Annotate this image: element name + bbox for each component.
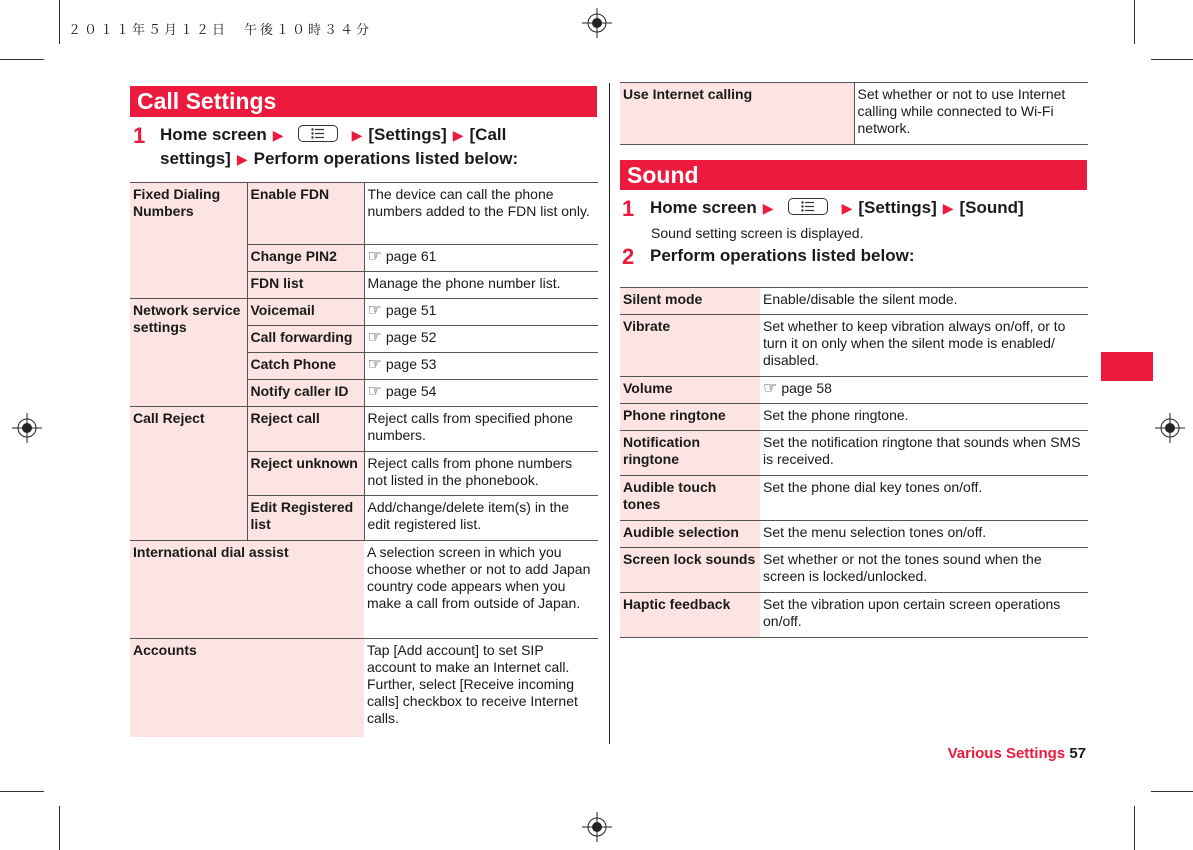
section-title-call-settings: Call Settings [130, 86, 597, 117]
column-divider [609, 83, 610, 744]
item-label: Accounts [130, 639, 364, 737]
arrow-icon: ▶ [452, 127, 464, 143]
step-instruction: Perform operations listed below: [650, 246, 915, 265]
item-label: Voicemail [247, 299, 364, 326]
item-description: Reject calls from specified phone numbers. [364, 407, 598, 452]
registration-mark-icon [1155, 413, 1185, 443]
item-description: Enable/disable the silent mode. [760, 288, 1088, 315]
item-label: Edit Registered list [247, 496, 364, 541]
step-settings: [Settings] [858, 198, 937, 217]
item-description: A selection screen in which you choose whether or not to add Japan country code appears when you make a call from outside of Japan. [364, 541, 598, 639]
page-ref-icon: ☞ [367, 248, 382, 265]
call-settings-table [130, 182, 598, 737]
item-description [364, 326, 598, 353]
section-index-tab [1101, 352, 1153, 381]
step-call: [Call [469, 125, 507, 144]
table-row [620, 521, 1088, 548]
page-ref[interactable]: page 54 [385, 383, 437, 399]
step-home-screen: Home screen [650, 198, 757, 217]
internet-calling-table [620, 82, 1088, 145]
table-row [620, 476, 1088, 521]
table-row [620, 377, 1088, 404]
table-row [620, 315, 1088, 377]
crop-mark [1134, 806, 1135, 850]
item-label: Screen lock sounds [620, 548, 760, 593]
table-row [130, 541, 598, 639]
page-ref-icon: ☞ [763, 380, 778, 397]
crop-mark [1151, 791, 1193, 792]
item-label: Audible selection [620, 521, 760, 548]
menu-key-icon [788, 198, 828, 215]
page-ref-icon: ☞ [367, 302, 382, 319]
item-description [364, 245, 598, 272]
item-description: Set the vibration upon certain screen operations on/off. [760, 593, 1088, 638]
item-label: Reject unknown [247, 452, 364, 496]
table-row [620, 404, 1088, 431]
table-row [130, 639, 598, 737]
page-ref-icon: ☞ [367, 356, 382, 373]
item-label: Reject call [247, 407, 364, 452]
step-number: 1 [622, 196, 635, 221]
registration-mark-icon [582, 812, 612, 842]
item-label: Volume [620, 377, 760, 404]
step-call-settings: settings] [160, 149, 231, 168]
group-label: Fixed Dialing Numbers [130, 183, 247, 299]
item-description: Manage the phone number list. [364, 272, 598, 299]
page-ref-icon: ☞ [367, 329, 382, 346]
print-timestamp: ２０１１年５月１２日 午後１０時３４分 [68, 23, 373, 38]
step-home-screen: Home screen [160, 125, 267, 144]
item-label: Change PIN2 [247, 245, 364, 272]
page-ref[interactable]: page 58 [781, 380, 832, 396]
registration-mark-icon [12, 413, 42, 443]
group-label: Call Reject [130, 407, 247, 541]
item-label: Silent mode [620, 288, 760, 315]
table-row [620, 83, 1088, 145]
arrow-icon: ▶ [236, 151, 248, 167]
item-label: Phone ringtone [620, 404, 760, 431]
page-number: 57 [1069, 745, 1086, 762]
step-number: 1 [133, 123, 146, 148]
table-row [620, 288, 1088, 315]
item-description [364, 299, 598, 326]
item-description: Set the menu selection tones on/off. [760, 521, 1088, 548]
table-row [130, 299, 598, 326]
arrow-icon: ▶ [272, 127, 284, 143]
item-label: Haptic feedback [620, 593, 760, 638]
arrow-icon: ▶ [351, 127, 363, 143]
item-description: Set whether or not the tones sound when the screen is locked/unlocked. [760, 548, 1088, 593]
crop-mark [0, 59, 44, 60]
item-description: Set the phone dial key tones on/off. [760, 476, 1088, 521]
page-ref[interactable]: page 61 [385, 248, 437, 264]
crop-mark [1134, 0, 1135, 44]
step-number: 2 [622, 244, 635, 269]
table-row [130, 407, 598, 452]
page-footer [948, 745, 1086, 762]
arrow-icon: ▶ [762, 200, 774, 216]
footer-section-name: Various Settings [947, 745, 1066, 762]
registration-mark-icon [582, 8, 612, 38]
item-description: Reject calls from phone numbers not listed in the phonebook. [364, 452, 598, 496]
crop-mark [0, 791, 44, 792]
item-label: Audible touch tones [620, 476, 760, 521]
menu-key-icon [298, 125, 338, 142]
item-description: Set the notification ringtone that sounds when SMS is received. [760, 431, 1088, 476]
step-instruction [160, 123, 600, 171]
item-description [760, 377, 1088, 404]
item-label: FDN list [247, 272, 364, 299]
page-ref[interactable]: page 52 [385, 329, 437, 345]
arrow-icon: ▶ [942, 200, 954, 216]
table-row [620, 593, 1088, 638]
step-instruction [650, 196, 1090, 220]
item-label: Vibrate [620, 315, 760, 377]
item-label: Call forwarding [247, 326, 364, 353]
arrow-icon: ▶ [841, 200, 853, 216]
item-description: Set whether or not to use Internet calling while connected to Wi-Fi network. [854, 83, 1088, 145]
crop-mark [1151, 59, 1193, 60]
item-label: Enable FDN [247, 183, 364, 245]
group-label: Network service settings [130, 299, 247, 407]
item-description [364, 353, 598, 380]
item-label: Notification ringtone [620, 431, 760, 476]
page-ref-icon: ☞ [367, 383, 382, 400]
section-title-sound: Sound [620, 160, 1087, 190]
item-description: Set the phone ringtone. [760, 404, 1088, 431]
item-label: Use Internet calling [620, 83, 854, 145]
sound-settings-table [620, 287, 1088, 638]
item-label: Catch Phone [247, 353, 364, 380]
table-row [620, 548, 1088, 593]
item-description: The device can call the phone numbers added to the FDN list only. [364, 183, 598, 245]
step-note: Sound setting screen is displayed. [651, 225, 864, 241]
table-row [130, 183, 598, 245]
table-row [620, 431, 1088, 476]
page-ref[interactable]: page 51 [385, 302, 437, 318]
crop-mark [59, 0, 60, 44]
step-sound: [Sound] [959, 198, 1024, 217]
page-ref[interactable]: page 53 [385, 356, 437, 372]
step-perform: Perform operations listed below: [253, 149, 519, 168]
step-settings: [Settings] [368, 125, 447, 144]
item-label: Notify caller ID [247, 380, 364, 407]
crop-mark [59, 806, 60, 850]
item-description [364, 380, 598, 407]
item-description: Add/change/delete item(s) in the edit registered list. [364, 496, 598, 541]
item-description: Tap [Add account] to set SIP account to make an Internet call. Further, select [Receive incoming calls] checkbox to receive Internet calls. [364, 639, 598, 737]
item-description: Set whether to keep vibration always on/off, or to turn it on only when the silent mode is enabled/ disabled. [760, 315, 1088, 377]
item-label: International dial assist [130, 541, 364, 639]
